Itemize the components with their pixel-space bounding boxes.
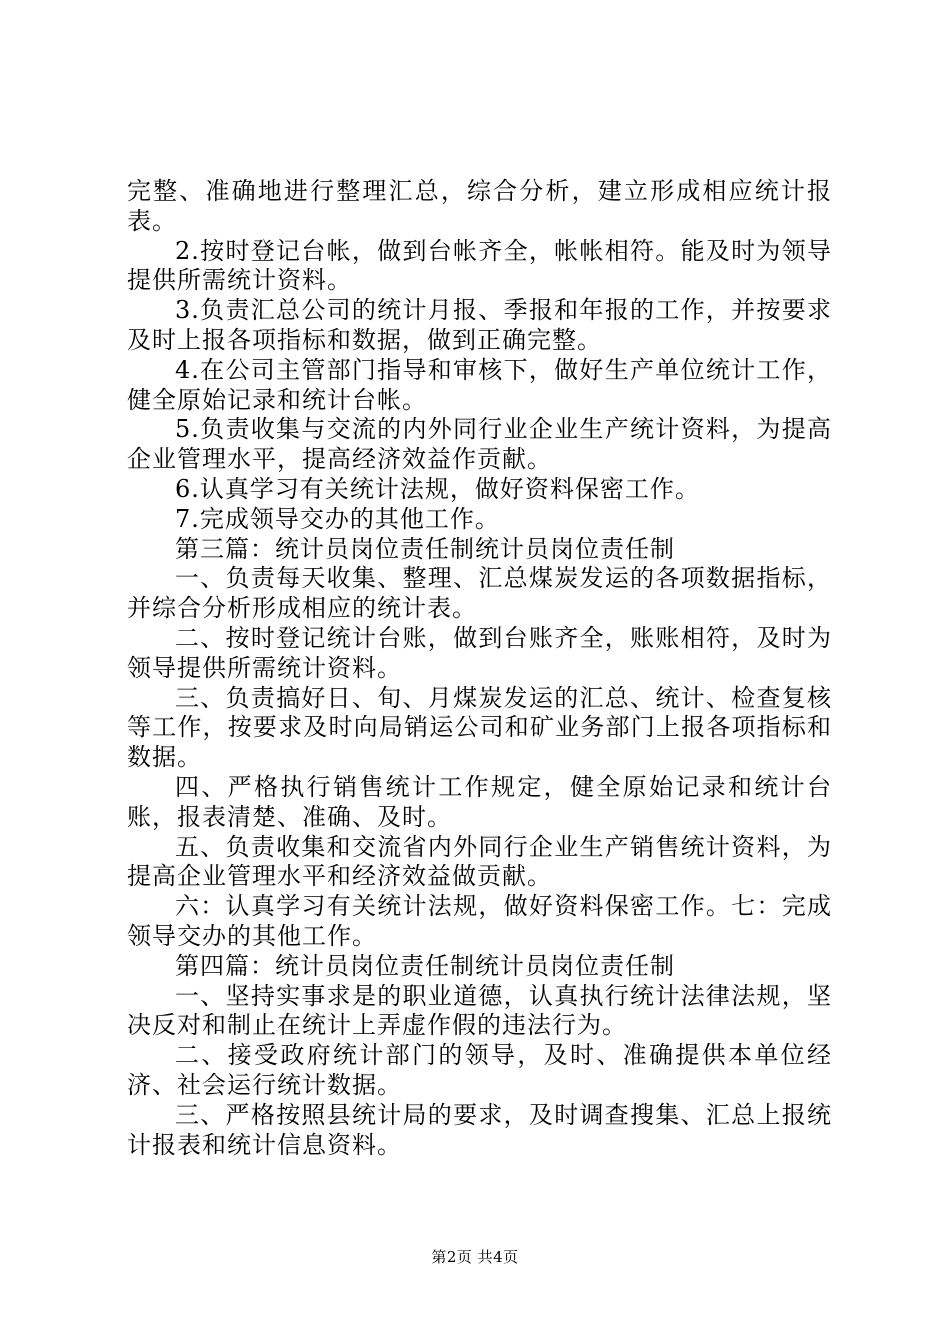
section4-item-2: 二、接受政府统计部门的领导，及时、准确提供本单位经济、社会运行统计数据。 <box>127 1041 832 1099</box>
paragraph-item-4: 4.在公司主管部门指导和审核下，做好生产单位统计工作，健全原始记录和统计台帐。 <box>127 355 832 414</box>
section3-item-5: 五、负责收集和交流省内外同行企业生产销售统计资料，为提高企业管理水平和经济效益做贡献。 <box>127 832 832 891</box>
section4-item-3: 三、严格按照县统计局的要求，及时调查搜集、汇总上报统计报表和统计信息资料。 <box>127 1100 832 1159</box>
section3-item-4: 四、严格执行销售统计工作规定，健全原始记录和统计台账，报表清楚、准确、及时。 <box>127 772 832 831</box>
document-body <box>127 177 832 1160</box>
paragraph-item-5: 5.负责收集与交流的内外同行业企业生产统计资料，为提高企业管理水平，提高经济效益作贡献。 <box>127 415 832 474</box>
section-heading-3: 第三篇：统计员岗位责任制统计员岗位责任制 <box>175 534 675 563</box>
page-footer <box>0 1247 950 1267</box>
paragraph-continuation: 完整、准确地进行整理汇总，综合分析，建立形成相应统计报表。 <box>127 177 832 235</box>
section-heading-4: 第四篇：统计员岗位责任制统计员岗位责任制 <box>175 951 675 980</box>
paragraph-item-6: 6.认真学习有关统计法规，做好资料保密工作。 <box>175 474 700 503</box>
page-number-label: 第2页 共4页 <box>431 1248 519 1266</box>
paragraph-item-7: 7.完成领导交办的其他工作。 <box>175 504 500 533</box>
section3-item-6-7: 六：认真学习有关统计法规，做好资料保密工作。七：完成领导交办的其他工作。 <box>127 892 832 950</box>
section3-item-2: 二、按时登记统计台账，做到台账齐全，账账相符，及时为领导提供所需统计资料。 <box>127 623 832 682</box>
section3-item-1: 一、负责每天收集、整理、汇总煤炭发运的各项数据指标，并综合分析形成相应的统计表。 <box>127 564 832 623</box>
section4-item-1: 一、坚持实事求是的职业道德，认真执行统计法律法规，坚决反对和制止在统计上弄虚作假的违法行为。 <box>127 981 832 1040</box>
paragraph-item-2: 2.按时登记台帐，做到台帐齐全，帐帐相符。能及时为领导提供所需统计资料。 <box>127 236 832 295</box>
section3-item-3: 三、负责搞好日、旬、月煤炭发运的汇总、统计、检查复核等工作，按要求及时向局销运公司和矿业务部门上报各项指标和数据。 <box>127 683 832 772</box>
paragraph-item-3: 3.负责汇总公司的统计月报、季报和年报的工作，并按要求及时上报各项指标和数据，做到正确完整。 <box>127 296 832 354</box>
